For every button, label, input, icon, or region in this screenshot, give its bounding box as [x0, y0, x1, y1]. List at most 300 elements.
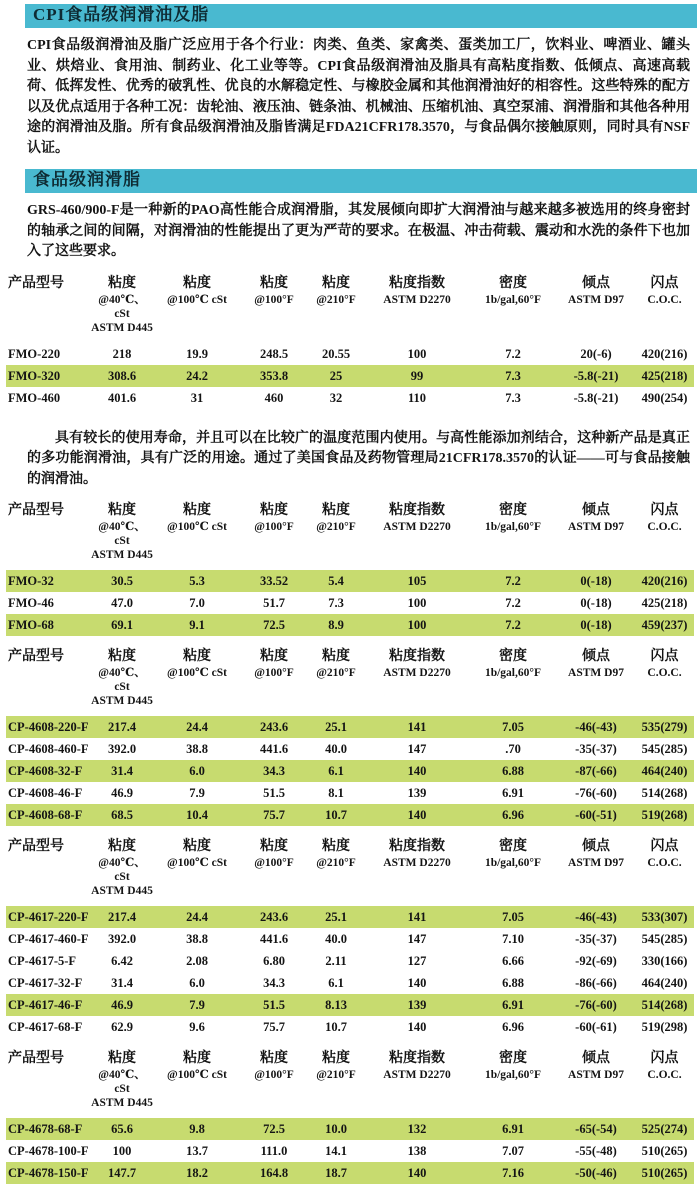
column-header-sublabel: @100℃ cSt: [167, 857, 227, 869]
column-header: [557, 838, 635, 870]
table-row: [6, 614, 694, 636]
column-header-label: 粘度指数: [389, 503, 445, 518]
column-header-label: 粘度: [260, 839, 288, 854]
table-cell: 0(-18): [580, 618, 612, 632]
column-header-sublabel: @100℃ cSt: [167, 293, 227, 306]
table-cell: 514(268): [641, 786, 688, 800]
table-cell: 490(254): [641, 390, 688, 405]
column-header-label: 密度: [499, 1051, 527, 1066]
column-header-label: 粘度: [108, 649, 136, 664]
column-header-sublabel: @100°F: [254, 293, 294, 306]
table-body: [6, 1118, 694, 1184]
table-cell: -35(-37): [575, 932, 617, 946]
column-header-sublabel: @100°F: [254, 857, 294, 869]
column-header: [307, 648, 365, 680]
column-header: [469, 838, 557, 870]
table-cell: 13.7: [186, 1144, 208, 1158]
column-header-sublabel: 1b/gal,60°F: [484, 293, 542, 306]
column-header: [307, 275, 365, 307]
table-cell: 0(-18): [580, 596, 612, 610]
column-header: [241, 502, 307, 534]
table-cell: 6.91: [502, 786, 524, 800]
column-header-sublabel: C.O.C.: [647, 857, 682, 869]
table-row: [6, 1162, 694, 1184]
table-cell: 100: [112, 1144, 132, 1158]
table-cell: 6.1: [328, 976, 344, 990]
column-header-sublabel: @210°F: [316, 521, 356, 533]
table-cell: 147.7: [107, 1166, 137, 1180]
product-model: CP-4617-46-F: [8, 998, 83, 1012]
table-cell: 51.5: [263, 998, 285, 1012]
column-header-label: 粘度: [108, 503, 136, 518]
mid-paragraph: 具有较长的使用寿命，并且可以在比较广的温度范围内使用。与高性能添加剂结合，这种新产品是真正的多功能润滑油，具有广泛的用途。通过了美国食品及药物管理局21CFR178.3570的认证——可与食品接触的润滑油。: [27, 430, 690, 487]
table-row: [6, 343, 694, 365]
table-cell: 401.6: [107, 390, 137, 405]
column-header-label: 倾点: [582, 839, 610, 854]
table-cell: 72.5: [263, 1122, 285, 1136]
table-cell: 7.2: [505, 596, 521, 610]
product-model: CP-4678-100-F: [8, 1144, 89, 1158]
table-cell: 132: [407, 1122, 427, 1136]
column-header: [635, 1050, 694, 1082]
column-header-sublabel: @40℃、cSt: [98, 293, 146, 320]
table-cell: 9.6: [189, 1020, 205, 1034]
table-cell: 353.8: [259, 368, 289, 383]
column-header-label: 粘度: [322, 649, 350, 664]
table-cell: 7.3: [328, 596, 344, 610]
table-cell: 248.5: [259, 346, 289, 361]
table-cell: 141: [407, 720, 427, 734]
table-cell: 9.8: [189, 1122, 205, 1136]
table-cell: 10.4: [186, 808, 208, 822]
table-row: [6, 592, 694, 614]
table-cell: 38.8: [186, 742, 208, 756]
table-cell: 24.2: [186, 368, 208, 383]
column-header: [469, 1050, 557, 1082]
column-header: [557, 1050, 635, 1082]
datasheet-page: [0, 4, 700, 1184]
column-header: [91, 502, 153, 562]
table-cell: 20(-6): [580, 346, 612, 361]
product-model: CP-4608-46-F: [8, 786, 83, 800]
product-model: CP-4617-220-F: [8, 910, 89, 924]
table-cell: 46.9: [111, 786, 133, 800]
table-cell: 510(265): [641, 1144, 688, 1158]
product-model: FMO-320: [8, 368, 61, 383]
column-header: [557, 275, 635, 307]
column-header-sublabel: ASTM D2270: [383, 857, 451, 869]
table-cell: 18.7: [325, 1166, 347, 1180]
table-cell: 545(285): [641, 932, 688, 946]
table-cell: 519(298): [641, 1020, 688, 1034]
column-header-label: 闪点: [650, 275, 679, 291]
column-header: [307, 1050, 365, 1082]
table-cell: 47.0: [111, 596, 133, 610]
table-row: [6, 972, 694, 994]
table-cell: -5.8(-21): [573, 368, 619, 383]
column-header-label: 粘度: [322, 275, 350, 291]
column-header-sublabel: ASTM D97: [568, 667, 624, 679]
table-cell: 464(240): [641, 976, 688, 990]
column-header-sublabel: ASTM D445: [91, 321, 153, 334]
table-cell: 217.4: [107, 910, 137, 924]
table-cell: 75.7: [263, 808, 285, 822]
product-model: CP-4678-150-F: [8, 1166, 89, 1180]
column-header-sublabel: 1b/gal,60°F: [484, 521, 542, 533]
table-cell: -50(-46): [575, 1166, 617, 1180]
column-header: [635, 502, 694, 534]
column-header-sublabel: @100°F: [254, 1069, 294, 1081]
column-header-label: 粘度: [260, 649, 288, 664]
column-header: [365, 502, 469, 534]
column-header: [635, 838, 694, 870]
column-header-sublabel: ASTM D97: [568, 293, 624, 306]
table-cell: 6.0: [189, 976, 205, 990]
table-cell: 51.5: [263, 786, 285, 800]
table-cell: 217.4: [107, 720, 137, 734]
table-cell: 6.96: [502, 808, 524, 822]
table-cell: 31: [190, 390, 204, 405]
column-header: [6, 502, 91, 520]
column-header-label: 密度: [499, 503, 527, 518]
column-header: [153, 275, 241, 307]
column-header: [469, 275, 557, 307]
column-header-sublabel: ASTM D445: [91, 549, 153, 561]
column-header: [153, 502, 241, 534]
table-cell: 425(218): [641, 596, 688, 610]
column-header-label: 粘度: [183, 275, 211, 291]
table-cell: 330(166): [641, 954, 688, 968]
table-cell: 110: [407, 390, 427, 405]
column-header-label: 粘度指数: [389, 649, 445, 664]
table-cell: -76(-60): [575, 786, 617, 800]
table-cell: 140: [407, 976, 427, 990]
table-cell: 533(307): [641, 910, 688, 924]
table-cell: 147: [407, 932, 427, 946]
table-cell: 140: [407, 1166, 427, 1180]
column-header-label: 闪点: [650, 649, 679, 664]
table-cell: 525(274): [641, 1122, 688, 1136]
product-model: CP-4678-68-F: [8, 1122, 83, 1136]
table-cell: 420(216): [641, 346, 688, 361]
table-cell: -86(-66): [575, 976, 617, 990]
table-cell: 139: [407, 998, 427, 1012]
table-cell: 25.1: [325, 910, 347, 924]
table-cell: 75.7: [263, 1020, 285, 1034]
table-cell: 24.4: [186, 720, 208, 734]
table-cell: 545(285): [641, 742, 688, 756]
table-header: [6, 1050, 694, 1110]
column-header: [557, 502, 635, 534]
table-cell: 218: [112, 346, 132, 361]
table-cell: 7.3: [505, 368, 521, 383]
table-cell: 100: [407, 618, 427, 632]
intro-paragraph: CPI食品级润滑油及脂广泛应用于各个行业：肉类、鱼类、家禽类、蛋类加工厂，饮料业、啤酒业、罐头业、烘焙业、食用油、制药业、化工业等等。CPI食品级润滑油及脂具有高粘度指数、低倾点、高速高载荷、低挥发性、优秀的破乳性、优良的水解稳定性、与橡胶金属和其他润滑油好的相容性。这些特殊的配方以及优点适用于各种工况：齿轮油、液压油、链条油、机械油、压缩机油、真空泵浦、润滑脂和其他各种用途的润滑油及脂。所有食品级润滑油及脂皆满足FDA21CFR178.3570，与食品偶尔接触原则，同时具有NSF认证。: [27, 38, 690, 156]
column-header: [365, 1050, 469, 1082]
column-header-sublabel: 1b/gal,60°F: [484, 857, 542, 869]
product-model: CP-4608-32-F: [8, 764, 83, 778]
column-header-sublabel: 1b/gal,60°F: [484, 1069, 542, 1081]
column-header-sublabel: @100℃ cSt: [167, 667, 227, 679]
table-cell: 14.1: [325, 1144, 347, 1158]
table-cell: 141: [407, 910, 427, 924]
grease-paragraph: GRS-460/900-F是一种新的PAO高性能合成润滑脂，其发展倾向即扩大润滑油与越来越多被选用的终身密封的轴承之间的间隔，对润滑油的性能提出了更为严苛的要求。在极温、冲击荷载、震动和水洗的条件下也加入了这些要求。: [27, 203, 690, 259]
column-header: [307, 838, 365, 870]
column-header-sublabel: @100℃ cSt: [167, 1069, 227, 1081]
table-cell: 34.3: [263, 764, 285, 778]
table-body: [6, 716, 694, 826]
product-model: CP-4617-460-F: [8, 932, 89, 946]
column-header-label: 粘度: [183, 1051, 211, 1066]
column-header-label: 闪点: [650, 839, 679, 854]
column-header: [91, 648, 153, 708]
table-cell: 392.0: [107, 932, 137, 946]
column-header: [91, 1050, 153, 1110]
column-header-label: 倾点: [582, 503, 610, 518]
table-cell: 40.0: [325, 742, 347, 756]
table-cell: 425(218): [641, 368, 688, 383]
column-header-label: 粘度: [108, 839, 136, 854]
table-cell: 25: [329, 368, 343, 383]
table-header: [6, 648, 694, 708]
product-model: CP-4617-68-F: [8, 1020, 83, 1034]
column-header-label: 粘度: [260, 1051, 288, 1066]
table-cell: 105: [407, 574, 427, 588]
table-cell: 10.0: [325, 1122, 347, 1136]
column-header-sublabel: @40℃、cSt: [98, 1069, 146, 1095]
table-cell: 459(237): [641, 618, 688, 632]
table-cell: 100: [407, 596, 427, 610]
column-header: [241, 838, 307, 870]
product-model: CP-4617-32-F: [8, 976, 83, 990]
column-header: [91, 275, 153, 335]
table-header: [6, 838, 694, 898]
column-header: [241, 648, 307, 680]
column-header: [365, 838, 469, 870]
column-header-label: 闪点: [650, 503, 679, 518]
table-cell: 7.10: [502, 932, 524, 946]
column-header: [469, 648, 557, 680]
table-cell: 8.13: [325, 998, 347, 1012]
table-cell: 6.88: [502, 764, 524, 778]
table-cell: -35(-37): [575, 742, 617, 756]
table-cell: 19.9: [186, 346, 208, 361]
table-row: [6, 738, 694, 760]
column-header-sublabel: 1b/gal,60°F: [484, 667, 542, 679]
table-row: [6, 716, 694, 738]
product-model: FMO-32: [8, 574, 54, 588]
column-header: [91, 838, 153, 898]
table-cell: 9.1: [189, 618, 205, 632]
table-row: [6, 950, 694, 972]
column-header-label: 产品型号: [8, 1051, 64, 1066]
column-header-sublabel: C.O.C.: [647, 521, 682, 533]
table-cell: 243.6: [259, 720, 289, 734]
table-cell: -76(-60): [575, 998, 617, 1012]
column-header-label: 粘度: [260, 503, 288, 518]
table-cell: 6.96: [502, 1020, 524, 1034]
product-model: FMO-460: [8, 390, 61, 405]
table-cell: 140: [407, 1020, 427, 1034]
product-model: CP-4608-68-F: [8, 808, 83, 822]
column-header: [635, 648, 694, 680]
table-cell: -60(-61): [575, 1020, 617, 1034]
column-header-label: 倾点: [582, 1051, 610, 1066]
table-row: [6, 804, 694, 826]
table-cell: 127: [407, 954, 427, 968]
column-header-label: 产品型号: [8, 275, 64, 291]
table-cell: 138: [407, 1144, 427, 1158]
column-header-sublabel: ASTM D445: [91, 695, 153, 707]
table-row: [6, 906, 694, 928]
column-header-label: 粘度: [322, 839, 350, 854]
table-cell: 7.2: [505, 574, 521, 588]
table-cell: 519(268): [641, 808, 688, 822]
table-cell: 62.9: [111, 1020, 133, 1034]
product-table-cp4617: [6, 838, 694, 1038]
table-cell: 308.6: [107, 368, 137, 383]
column-header: [6, 1050, 91, 1068]
column-header-label: 密度: [499, 649, 527, 664]
table-cell: 441.6: [259, 742, 289, 756]
table-cell: 111.0: [260, 1144, 288, 1158]
table-cell: 7.3: [505, 390, 521, 405]
table-header: [6, 275, 694, 335]
table-cell: 514(268): [641, 998, 688, 1012]
table-cell: 6.88: [502, 976, 524, 990]
column-header: [365, 648, 469, 680]
column-header-sublabel: ASTM D97: [568, 1069, 624, 1081]
column-header-label: 粘度: [183, 503, 211, 518]
column-header-sublabel: @210°F: [316, 857, 356, 869]
column-header-sublabel: @100°F: [254, 667, 294, 679]
column-header-label: 粘度指数: [389, 839, 445, 854]
column-header-sublabel: @40℃、cSt: [98, 667, 146, 693]
table-cell: 99: [410, 368, 424, 383]
product-model: FMO-46: [8, 596, 54, 610]
table-cell: 6.42: [111, 954, 133, 968]
table-cell: -46(-43): [575, 910, 617, 924]
table-cell: 8.1: [328, 786, 344, 800]
column-header-label: 粘度: [183, 649, 211, 664]
table-cell: 7.0: [189, 596, 205, 610]
column-header-label: 闪点: [650, 1051, 679, 1066]
column-header-sublabel: ASTM D445: [91, 1097, 153, 1109]
table-cell: 2.08: [186, 954, 208, 968]
table-cell: 420(216): [641, 574, 688, 588]
column-header-label: 粘度: [322, 503, 350, 518]
table-cell: -60(-51): [575, 808, 617, 822]
table-cell: 10.7: [325, 808, 347, 822]
column-header-sublabel: ASTM D2270: [383, 667, 451, 679]
table-cell: 6.1: [328, 764, 344, 778]
column-header-label: 产品型号: [8, 839, 64, 854]
table-cell: 25.1: [325, 720, 347, 734]
table-cell: 6.0: [189, 764, 205, 778]
product-model: CP-4608-460-F: [8, 742, 89, 756]
table-cell: 140: [407, 808, 427, 822]
table-cell: 5.3: [189, 574, 205, 588]
column-header-sublabel: C.O.C.: [647, 667, 682, 679]
column-header-sublabel: @100℃ cSt: [167, 521, 227, 533]
column-header-label: 密度: [499, 839, 527, 854]
table-cell: .70: [505, 742, 521, 756]
table-cell: 20.55: [321, 346, 351, 361]
table-cell: 0(-18): [580, 574, 612, 588]
table-cell: 33.52: [259, 574, 289, 588]
table-cell: 8.9: [328, 618, 344, 632]
table-cell: 7.05: [502, 720, 524, 734]
table-cell: 6.80: [263, 954, 285, 968]
column-header: [557, 648, 635, 680]
table-row: [6, 570, 694, 592]
table-cell: 68.5: [111, 808, 133, 822]
column-header-sublabel: @210°F: [316, 1069, 356, 1081]
section-bar-grease: [25, 169, 697, 193]
table-cell: -5.8(-21): [573, 390, 619, 405]
table-row: [6, 1016, 694, 1038]
table-cell: 6.91: [502, 998, 524, 1012]
table-cell: 10.7: [325, 1020, 347, 1034]
column-header: [241, 275, 307, 307]
column-header-sublabel: C.O.C.: [647, 293, 682, 306]
table-row: [6, 994, 694, 1016]
table-cell: 6.66: [502, 954, 524, 968]
table-cell: 164.8: [259, 1166, 289, 1180]
table-cell: 51.7: [263, 596, 285, 610]
table-row: [6, 365, 694, 387]
table-cell: 38.8: [186, 932, 208, 946]
column-header-label: 粘度指数: [389, 275, 445, 291]
table-row: [6, 1118, 694, 1140]
table-body: [6, 343, 694, 409]
column-header-label: 倾点: [582, 649, 610, 664]
table-cell: -87(-66): [575, 764, 617, 778]
column-header: [241, 1050, 307, 1082]
table-cell: 139: [407, 786, 427, 800]
table-cell: 147: [407, 742, 427, 756]
table-cell: 2.11: [325, 954, 347, 968]
table-cell: 7.2: [505, 346, 521, 361]
table-cell: 65.6: [111, 1122, 133, 1136]
product-table-cp4608: [6, 648, 694, 826]
column-header-label: 粘度: [183, 839, 211, 854]
column-header-sublabel: ASTM D2270: [383, 1069, 451, 1081]
table-row: [6, 782, 694, 804]
table-cell: 24.4: [186, 910, 208, 924]
table-row: [6, 760, 694, 782]
column-header-label: 粘度指数: [389, 1051, 445, 1066]
column-header: [635, 275, 694, 307]
column-header-sublabel: ASTM D97: [568, 857, 624, 869]
column-header: [469, 502, 557, 534]
column-header-sublabel: ASTM D445: [91, 885, 153, 897]
column-header-sublabel: @210°F: [316, 293, 356, 306]
column-header-sublabel: @100°F: [254, 521, 294, 533]
column-header-label: 粘度: [108, 1051, 136, 1066]
table-cell: -65(-54): [575, 1122, 617, 1136]
column-header: [153, 648, 241, 680]
table-cell: 31.4: [111, 976, 133, 990]
table-cell: 31.4: [111, 764, 133, 778]
column-header-label: 粘度: [322, 1051, 350, 1066]
table-cell: 32: [329, 390, 343, 405]
table-body: [6, 570, 694, 636]
table-cell: 30.5: [111, 574, 133, 588]
table-cell: -92(-69): [575, 954, 617, 968]
column-header: [153, 1050, 241, 1082]
column-header: [6, 275, 91, 293]
